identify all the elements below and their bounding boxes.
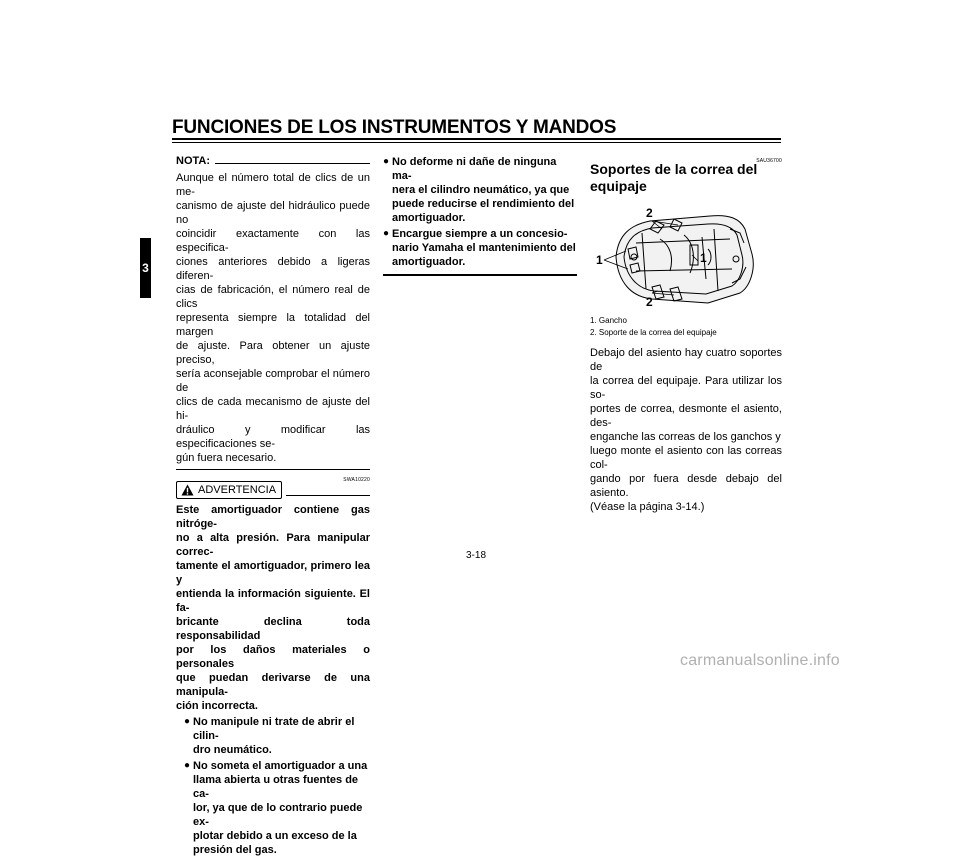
body-line: gando por fuera desde debajo del asiento. [590, 473, 782, 499]
bullet-line: amortiguador. [392, 256, 466, 268]
nota-rule [215, 163, 370, 164]
bullet-item [184, 759, 370, 857]
bullet-line: lor, ya que de lo contrario puede ex- [193, 802, 363, 828]
bullet-item [383, 155, 577, 225]
warning-label: ADVERTENCIA [198, 484, 277, 496]
bullet-line: llama abierta u otras fuentes de ca- [193, 774, 359, 800]
chapter-side-tab: 3 [140, 238, 151, 298]
warning-line: tamente el amortiguador, primero lea y [176, 560, 370, 586]
column-1 [176, 154, 370, 857]
nota-header [176, 154, 370, 168]
warning-badge [176, 481, 282, 499]
figure-captions [590, 315, 782, 339]
watermark-text: carmanualsonline.info [680, 652, 840, 669]
warning-code: SWA10220 [343, 477, 370, 483]
nota-label: NOTA: [176, 155, 211, 167]
section-body [590, 346, 782, 514]
body-line: luego monte el asiento con las correas col- [590, 445, 782, 471]
body-line: enganche las correas de los ganchos y [590, 431, 781, 443]
nota-text [176, 171, 370, 465]
bullet-line: No deforme ni dañe de ninguna ma- [392, 156, 557, 182]
warning-code-row [176, 469, 370, 483]
bullet-line: amortiguador. [392, 212, 466, 224]
bullet-line: plotar debido a un exceso de la [193, 830, 357, 842]
bullet-dot-icon: ● [184, 760, 191, 771]
column-3 [590, 155, 782, 514]
bullet-dot-icon: ● [184, 716, 191, 727]
bullet-line: No someta el amortiguador a una [193, 760, 368, 772]
heading-line: Soportes de la correa del [590, 161, 758, 177]
bullet-line: Encargue siempre a un concesio- [392, 228, 568, 240]
warning-top-rule [176, 469, 370, 470]
bullet-item [184, 715, 370, 757]
body-line: portes de correa, desmonte el asiento, des- [590, 403, 782, 429]
header-rule-thin [172, 142, 781, 143]
heading-line: equipaje [590, 178, 647, 194]
section-code: SAU36700 [756, 158, 782, 164]
warning-line: entienda la información siguiente. El fa- [176, 588, 370, 614]
warning-text [176, 503, 370, 713]
column-2 [383, 155, 577, 276]
nota-line: cias de fabricación, el número real de clics [176, 284, 370, 310]
seat-underside-figure [590, 199, 782, 314]
page-header-title: FUNCIONES DE LOS INSTRUMENTOS Y MANDOS [172, 117, 617, 138]
warning-line: que puedan derivarse de una manipula- [176, 672, 370, 698]
nota-line: gún fuera necesario. [176, 452, 277, 464]
callout-top: 2 [646, 206, 653, 220]
nota-line: ciones anteriores debido a ligeras diferen- [176, 256, 370, 282]
warning-rule [286, 495, 370, 496]
caption-line: 1. Gancho [590, 316, 627, 325]
bullet-dot-icon: ● [383, 156, 390, 167]
section-heading [590, 161, 782, 195]
warning-line: Este amortiguador contiene gas nitróge- [176, 504, 370, 530]
warning-line: por los daños materiales o personales [176, 644, 370, 670]
warning-line: bricante declina toda responsabilidad [176, 616, 370, 642]
bullet-line: presión del gas. [193, 844, 277, 856]
body-line: la correa del equipaje. Para utilizar los so- [590, 375, 782, 401]
nota-line: sería aconsejable comprobar el número de [176, 368, 370, 394]
nota-line: representa siempre la totalidad del margen [176, 312, 370, 338]
warning-triangle-icon [181, 484, 194, 496]
body-line: (Véase la página 3-14.) [590, 501, 705, 513]
caption-line: 2. Soporte de la correa del equipaje [590, 328, 717, 337]
callout-right: 1 [700, 251, 707, 265]
callout-left: 1 [596, 253, 603, 267]
nota-line: canismo de ajuste del hidráulico puede no [176, 200, 370, 226]
page-number: 3-18 [466, 550, 487, 561]
warning-line: no a alta presión. Para manipular correc- [176, 532, 370, 558]
column-end-rule [383, 274, 577, 276]
nota-line: coincidir exactamente con las especifica- [176, 228, 370, 254]
nota-line: clics de cada mecanismo de ajuste del hi- [176, 396, 370, 422]
bullet-line: No manipule ni trate de abrir el cilin- [193, 716, 355, 742]
nota-line: de ajuste. Para obtener un ajuste preciso, [176, 340, 370, 366]
bullet-line: nario Yamaha el mantenimiento del [392, 242, 576, 254]
seat-underside-illustration [590, 199, 782, 314]
bullet-line: puede reducirse el rendimiento del [392, 198, 575, 210]
bullet-dot-icon: ● [383, 228, 390, 239]
header-rule-thick [172, 138, 781, 140]
bullet-line: nera el cilindro neumático, ya que [392, 184, 570, 196]
bullet-item [383, 227, 577, 269]
body-line: Debajo del asiento hay cuatro soportes de [590, 347, 782, 373]
nota-line: dráulico y modificar las especificaciones se- [176, 424, 370, 450]
bullet-line: dro neumático. [193, 744, 272, 756]
warning-bullets [184, 715, 370, 857]
warning-header [176, 481, 370, 499]
callout-bottom: 2 [646, 295, 653, 309]
nota-line: Aunque el número total de clics de un me- [176, 172, 370, 198]
warning-line: ción incorrecta. [176, 700, 258, 712]
